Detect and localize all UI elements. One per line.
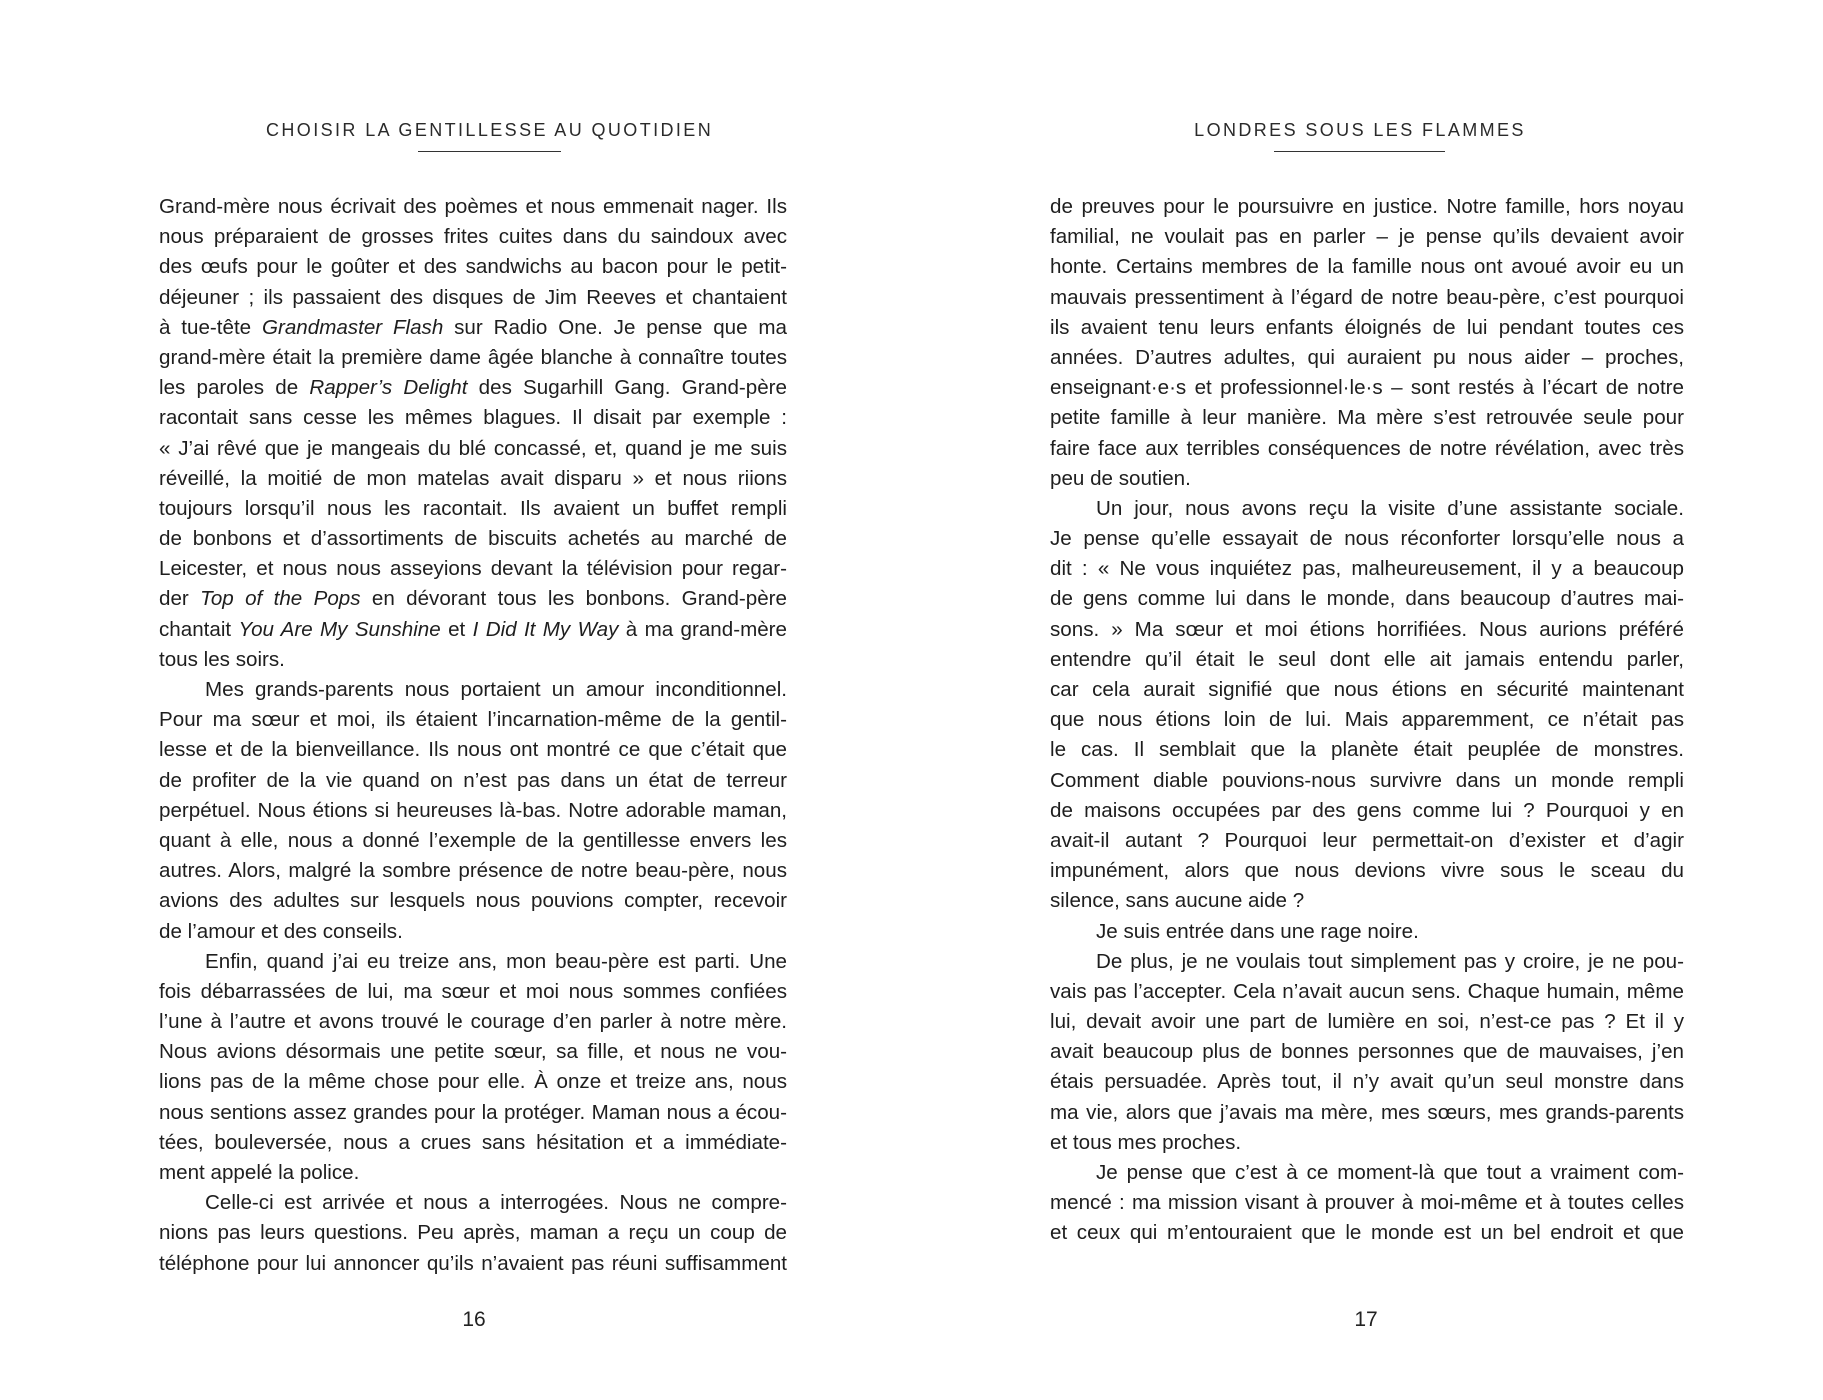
text-line: [159, 313, 787, 343]
text-segment: familial, ne voulait pas en parler – je pense qu’ils devaient avoir: [1050, 225, 1684, 249]
text-line: [1050, 947, 1684, 977]
text-line: [1050, 886, 1684, 916]
text-line: [1050, 1128, 1684, 1158]
text-line: [1050, 1218, 1684, 1248]
text-segment: fois débarrassées de lui, ma sœur et moi nous sommes confiées: [159, 979, 787, 1003]
text-line: [159, 252, 787, 282]
text-segment: silence, sans aucune aide ?: [1050, 889, 1305, 913]
page-number-left: 16: [462, 1308, 486, 1331]
text-segment: années. D’autres adultes, qui auraient pu nous aider – proches,: [1050, 345, 1684, 369]
text-segment: autres. Alors, malgré la sombre présence de notre beau-père, nous: [159, 859, 787, 883]
text-line: [1050, 1188, 1684, 1218]
text-segment: Grand-mère nous écrivait des poèmes et nous emmenait nager. Ils: [159, 195, 787, 218]
text-line: [159, 1128, 787, 1158]
text-segment: de gens comme lui dans le monde, dans beaucoup d’autres mai-: [1050, 587, 1684, 611]
text-line: [1050, 494, 1684, 524]
text-segment: à ma grand-mère: [618, 617, 787, 641]
text-segment: ma vie, alors que j’avais ma mère, mes sœurs, mes grands-parents: [1050, 1100, 1684, 1124]
text-segment: Nous avions désormais une petite sœur, sa fille, et nous ne vou-: [159, 1040, 787, 1064]
text-segment: des Sugarhill Gang. Grand-père: [467, 376, 787, 400]
text-segment: réveillé, la moitié de mon matelas avait disparu » et nous riions: [159, 466, 787, 490]
text-segment: le cas. Il semblait que la planète était peuplée de monstres.: [1050, 738, 1684, 762]
text-line: [159, 917, 787, 947]
text-segment: nous préparaient de grosses frites cuites dans du saindoux avec: [159, 225, 787, 249]
text-segment: entendre qu’il était le seul dont elle ait jamais entendu parler,: [1050, 647, 1684, 671]
text-segment: à tue-tête: [159, 315, 262, 339]
italic-title: You Are My Sunshine: [238, 617, 441, 641]
text-segment: téléphone pour lui annoncer qu’ils n’avaient pas réuni suffisamment: [159, 1251, 787, 1275]
text-line: [1050, 222, 1684, 252]
text-line: [159, 1098, 787, 1128]
text-segment: Mes grands-parents nous portaient un amour inconditionnel.: [205, 678, 787, 701]
text-line: [1050, 1067, 1684, 1097]
text-segment: avait beaucoup plus de bonnes personnes que de mauvaises, j’en: [1050, 1040, 1684, 1064]
text-segment: de profiter de la vie quand on n’est pas dans un état de terreur: [159, 768, 787, 792]
text-segment: Je pense qu’elle essayait de nous réconforter lorsqu’elle nous a: [1050, 527, 1684, 551]
text-segment: lesse et de la bienveillance. Ils nous ont montré ce que c’était que: [159, 738, 787, 762]
text-line: [159, 554, 787, 584]
text-line: [1050, 766, 1684, 796]
text-line: [159, 735, 787, 765]
text-segment: en dévorant tous les bonbons. Grand-père: [360, 587, 787, 611]
text-line: [159, 1249, 787, 1279]
text-segment: et: [440, 617, 473, 641]
text-segment: quant à elle, nous a donné l’exemple de la gentillesse envers les: [159, 828, 787, 852]
text-segment: Un jour, nous avons reçu la visite d’une assistante sociale.: [1096, 496, 1684, 520]
text-segment: sur Radio One. Je pense que ma: [443, 315, 787, 339]
text-segment: étais persuadée. Après tout, il n’y avait qu’un seul monstre dans: [1050, 1070, 1684, 1094]
running-head-right: LONDRES SOUS LES FLAMMES: [1194, 120, 1526, 140]
text-segment: de maisons occupées par des gens comme lui ? Pourquoi y en: [1050, 798, 1684, 822]
text-line: [159, 1188, 787, 1218]
text-line: [159, 524, 787, 554]
text-segment: toujours lorsqu’il nous les racontait. Ils avaient un buffet rempli: [159, 496, 787, 520]
running-head-left: CHOISIR LA GENTILLESSE AU QUOTIDIEN: [266, 120, 714, 140]
text-line: [159, 373, 787, 403]
text-segment: tous les soirs.: [159, 647, 285, 671]
text-line: [159, 796, 787, 826]
text-line: [159, 1037, 787, 1067]
text-segment: der: [159, 587, 201, 611]
text-segment: lui, devait avoir une part de lumière en soi, n’est-ce pas ? Et il y: [1050, 1010, 1684, 1034]
text-segment: grand-mère était la première dame âgée blanche à connaître toutes: [159, 345, 787, 369]
text-segment: de l’amour et des conseils.: [159, 919, 403, 943]
text-line: [159, 192, 787, 222]
text-line: [1050, 705, 1684, 735]
text-segment: et tous mes proches.: [1050, 1130, 1242, 1154]
text-segment: lions pas de la même chose pour elle. À onze et treize ans, nous: [159, 1070, 787, 1094]
text-segment: l’une à l’autre et avons trouvé le courage d’en parler à notre mère.: [159, 1010, 787, 1034]
text-segment: de preuves pour le poursuivre en justice. Notre famille, hors noyau: [1050, 195, 1684, 218]
text-line: [159, 283, 787, 313]
text-line: [159, 1007, 787, 1037]
text-line: [1050, 856, 1684, 886]
body-text-right: [1050, 192, 1684, 1249]
text-line: [1050, 645, 1684, 675]
running-head-rule-right: [1274, 151, 1445, 152]
text-line: [1050, 434, 1684, 464]
text-segment: ment appelé la police.: [159, 1161, 360, 1184]
text-segment: De plus, je ne voulais tout simplement pas y croire, je ne pou-: [1096, 949, 1684, 973]
text-segment: mauvais pressentiment à l’égard de notre beau-père, c’est pourquoi: [1050, 285, 1684, 309]
text-segment: racontait sans cesse les mêmes blagues. Il disait par exemple :: [159, 406, 787, 430]
running-head-rule-left: [418, 151, 561, 152]
text-line: [1050, 917, 1684, 947]
text-segment: faire face aux terribles conséquences de notre révélation, avec très: [1050, 436, 1684, 460]
text-segment: vais pas l’accepter. Cela n’avait aucun sens. Chaque humain, même: [1050, 979, 1684, 1003]
text-segment: impunément, alors que nous devions vivre sous le sceau du: [1050, 859, 1684, 883]
text-segment: mencé : ma mission visant à prouver à moi-même et à toutes celles: [1050, 1191, 1684, 1215]
text-line: [1050, 977, 1684, 1007]
text-segment: « J’ai rêvé que je mangeais du blé concassé, et, quand je me suis: [159, 436, 787, 460]
text-line: [159, 464, 787, 494]
body-text-left: [159, 192, 787, 1279]
text-line: [159, 675, 787, 705]
text-line: [1050, 796, 1684, 826]
text-segment: avait-il autant ? Pourquoi leur permettait-on d’exister et d’agir: [1050, 828, 1684, 852]
text-line: [159, 434, 787, 464]
text-segment: les paroles de: [159, 376, 310, 400]
text-line: [1050, 675, 1684, 705]
text-segment: que nous étions loin de lui. Mais apparemment, ce n’était pas: [1050, 708, 1684, 732]
text-line: [159, 1158, 787, 1188]
text-segment: Pour ma sœur et moi, ils étaient l’incarnation-même de la gentil-: [159, 708, 787, 732]
text-line: [159, 645, 787, 675]
italic-title: Top of the Pops: [200, 587, 361, 611]
italic-title: I Did It My Way: [472, 617, 619, 641]
text-segment: nions pas leurs questions. Peu après, maman a reçu un coup de: [159, 1221, 787, 1245]
text-line: [1050, 283, 1684, 313]
text-line: [1050, 373, 1684, 403]
text-line: [159, 977, 787, 1007]
text-line: [159, 343, 787, 373]
text-segment: de bonbons et d’assortiments de biscuits achetés au marché de: [159, 527, 787, 551]
text-segment: Enfin, quand j’ai eu treize ans, mon beau-père est parti. Une: [205, 949, 787, 973]
text-line: [159, 886, 787, 916]
text-line: [159, 1067, 787, 1097]
text-line: [1050, 464, 1684, 494]
text-segment: sons. » Ma sœur et moi étions horrifiées. Nous aurions préféré: [1050, 617, 1684, 641]
text-segment: dit : « Ne vous inquiétez pas, malheureusement, il y a beaucoup: [1050, 557, 1684, 581]
text-line: [1050, 826, 1684, 856]
text-line: [1050, 1098, 1684, 1128]
text-segment: nous sentions assez grandes pour la protéger. Maman nous a écou-: [159, 1100, 787, 1124]
text-line: [1050, 584, 1684, 614]
text-segment: Je suis entrée dans une rage noire.: [1096, 919, 1419, 943]
text-line: [159, 826, 787, 856]
text-segment: tées, bouleversée, nous a crues sans hésitation et a immédiate-: [159, 1130, 787, 1154]
text-segment: avions des adultes sur lesquels nous pouvions compter, recevoir: [159, 889, 787, 913]
text-line: [1050, 252, 1684, 282]
text-line: [1050, 313, 1684, 343]
text-segment: car cela aurait signifié que nous étions en sécurité maintenant: [1050, 678, 1684, 701]
text-segment: perpétuel. Nous étions si heureuses là-bas. Notre adorable maman,: [159, 798, 787, 822]
text-segment: Celle-ci est arrivée et nous a interrogées. Nous ne compre-: [205, 1191, 787, 1215]
text-segment: déjeuner ; ils passaient des disques de Jim Reeves et chantaient: [159, 285, 787, 309]
text-line: [1050, 1037, 1684, 1067]
text-segment: enseignant·e·s et professionnel·le·s – sont restés à l’écart de notre: [1050, 376, 1684, 400]
text-line: [159, 584, 787, 614]
text-segment: Comment diable pouvions-nous survivre dans un monde rempli: [1050, 768, 1684, 792]
italic-title: Grandmaster Flash: [261, 315, 444, 339]
text-line: [1050, 1158, 1684, 1188]
text-line: [1050, 192, 1684, 222]
right-page: [950, 0, 1823, 1400]
italic-title: Rapper’s Delight: [309, 376, 468, 400]
text-segment: Leicester, et nous nous asseyions devant la télévision pour regar-: [159, 557, 787, 581]
text-segment: chantait: [159, 617, 239, 641]
text-segment: ils avaient tenu leurs enfants éloignés de lui pendant toutes ces: [1050, 315, 1684, 339]
text-line: [1050, 554, 1684, 584]
text-line: [1050, 524, 1684, 554]
text-segment: Je pense que c’est à ce moment-là que tout a vraiment com-: [1096, 1161, 1684, 1184]
text-line: [159, 766, 787, 796]
text-line: [159, 705, 787, 735]
page-number-right: 17: [1354, 1308, 1378, 1331]
text-line: [159, 856, 787, 886]
text-segment: peu de soutien.: [1050, 466, 1191, 490]
text-line: [1050, 403, 1684, 433]
text-segment: honte. Certains membres de la famille nous ont avoué avoir eu un: [1050, 255, 1684, 279]
text-line: [159, 615, 787, 645]
text-segment: petite famille à leur manière. Ma mère s’est retrouvée seule pour: [1050, 406, 1684, 430]
text-line: [1050, 615, 1684, 645]
text-segment: et ceux qui m’entouraient que le monde est un bel endroit et que: [1050, 1221, 1684, 1245]
text-line: [1050, 343, 1684, 373]
text-line: [159, 222, 787, 252]
text-line: [159, 494, 787, 524]
text-line: [159, 403, 787, 433]
text-line: [1050, 735, 1684, 765]
text-segment: des œufs pour le goûter et des sandwichs au bacon pour le petit-: [159, 255, 787, 279]
text-line: [159, 1218, 787, 1248]
text-line: [1050, 1007, 1684, 1037]
text-line: [159, 947, 787, 977]
